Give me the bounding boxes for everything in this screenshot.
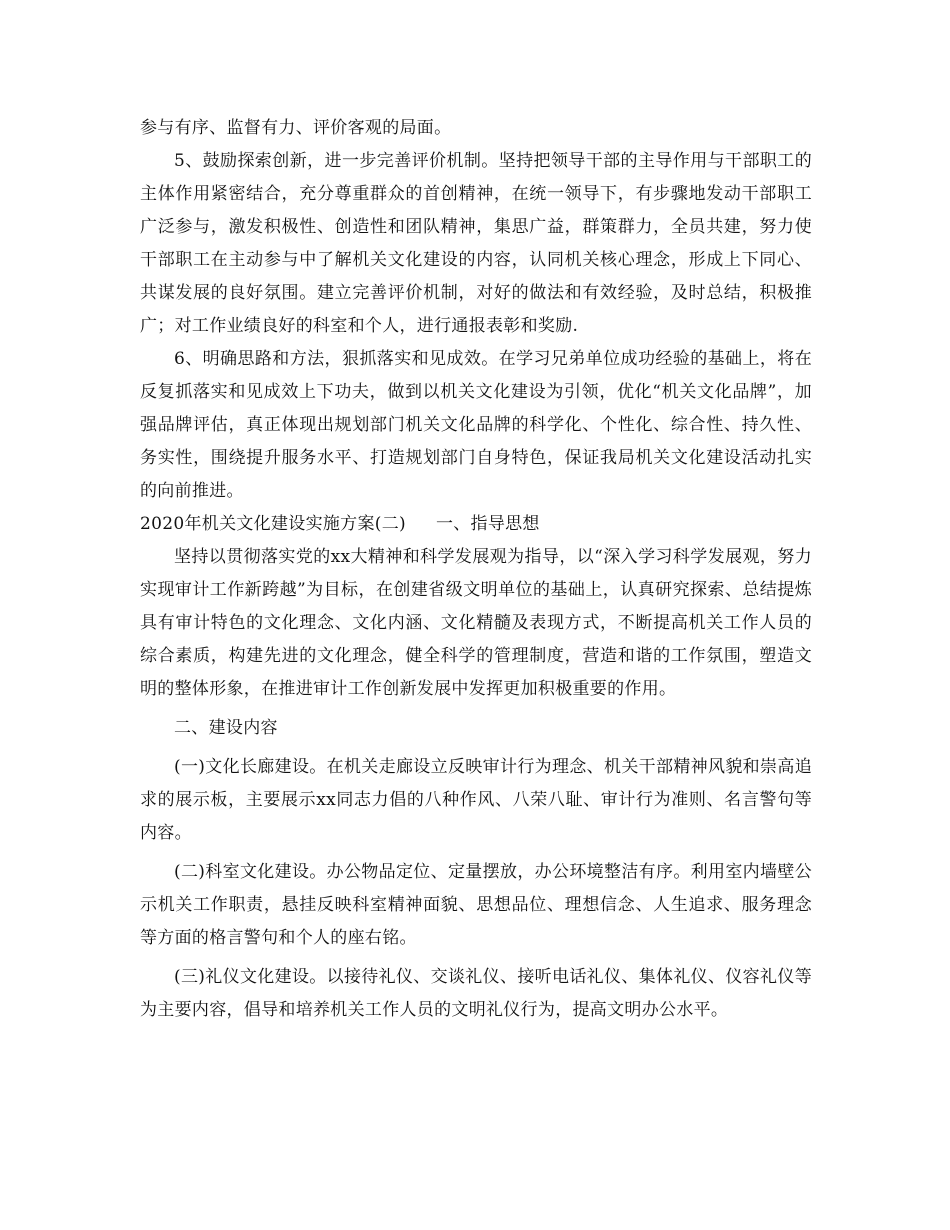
section-title: 2020年机关文化建设实施方案(二): [140, 514, 406, 534]
content-item-etiquette: (三)礼仪文化建设。以接待礼仪、交谈礼仪、接听电话礼仪、集体礼仪、仪容礼仪等为主要内容，倡导和培养机关工作人员的文明礼仪行为，提高文明办公水平。: [140, 967, 812, 1020]
paragraph-continuation: 参与有序、监督有力、评价客观的局面。: [140, 118, 452, 138]
section-title-line: [140, 508, 812, 541]
paragraph-item-5: 5、鼓励探索创新，进一步完善评价机制。坚持把领导干部的主导作用与干部职工的主体作用紧密结合，充分尊重群众的首创精神，在统一领导下，有步骤地发动干部职工广泛参与，激发积极性、创造性和团队精神，集思广益，群策群力，全员共建，努力使干部职工在主动参与中了解机关文化建设的内容，认同机关核心理念，形成上下同心、共谋发展的良好氛围。建立完善评价机制，对好的做法和有效经验，及时总结，积极推广；对工作业绩良好的科室和个人，进行通报表彰和奖励.: [140, 151, 812, 336]
document-body: [140, 112, 812, 1027]
content-item-office: (二)科室文化建设。办公物品定位、定量摆放，办公环境整洁有序。利用室内墙壁公示机关工作职责，悬挂反映科室精神面貌、思想品位、理想信念、人生追求、服务理念等方面的格言警句和个人的座右铭。: [140, 862, 812, 948]
paragraph-guiding-thought: 坚持以贯彻落实党的xx大精神和科学发展观为指导，以“深入学习科学发展观，努力实现审计工作新跨越”为目标，在创建省级文明单位的基础上，认真研究探索、总结提炼具有审计特色的文化理念、文化内涵、文化精髓及表现方式，不断提高机关工作人员的综合素质，构建先进的文化理念，健全科学的管理制度，营造和谐的工作氛围，塑造文明的整体形象，在推进审计工作创新发展中发挥更加积极重要的作用。: [140, 547, 812, 699]
paragraph-item-6: 6、明确思路和方法，狠抓落实和见成效。在学习兄弟单位成功经验的基础上，将在反复抓落实和见成效上下功夫，做到以机关文化建设为引领，优化“机关文化品牌”，加强品牌评估，真正体现出规划部门机关文化品牌的科学化、个性化、综合性、持久性、务实性，围绕提升服务水平、打造规划部门自身特色，保证我局机关文化建设活动扎实的向前推进。: [140, 349, 812, 501]
section-heading-content: 二、建设内容: [174, 718, 278, 738]
section-heading-guiding: 一、指导思想: [435, 514, 540, 534]
content-item-corridor: (一)文化长廊建设。在机关走廊设立反映审计行为理念、机关干部精神风貌和崇高追求的展示板，主要展示xx同志力倡的八种作风、八荣八耻、审计行为准则、名言警句等内容。: [140, 757, 812, 843]
